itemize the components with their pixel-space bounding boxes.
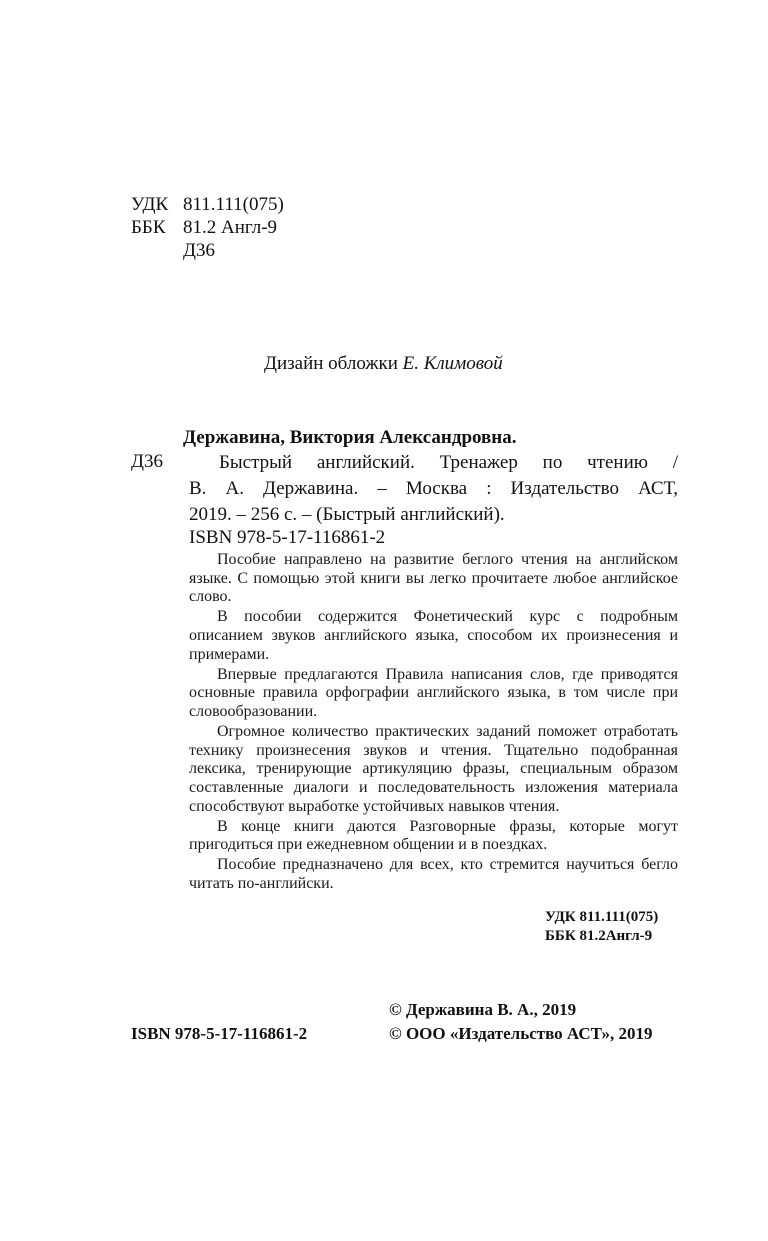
- copyright-author: © Державина В. А., 2019: [389, 1000, 577, 1019]
- isbn-footer: ISBN 978-5-17-116861-2: [131, 1024, 308, 1043]
- author-mark-row: [131, 239, 215, 263]
- copyright-publisher: © ООО «Издательство АСТ», 2019: [389, 1024, 653, 1043]
- bib-line: Быстрый английский. Тренажер по чтению /: [219, 452, 678, 473]
- annotation: [189, 551, 678, 895]
- udk-row: [131, 193, 284, 217]
- annotation-paragraph: Огромное количество практических заданий поможет отработать технику произнесения звуков и чтения. Тщательно подобранная лексика, тренирующие артикуляцию фразы, специальным образом составленные диалоги и последовательность изложения материала способствуют выработке устойчивых навыков чтения.: [189, 723, 678, 815]
- author-mark: Д36: [183, 240, 215, 261]
- isbn-record: ISBN 978-5-17-116861-2: [189, 527, 386, 548]
- annotation-paragraph: В конце книги даются Разговорные фразы, которые могут пригодиться при ежедневном общении и в поездках.: [189, 817, 678, 854]
- author-heading: Державина, Виктория Александровна.: [183, 427, 517, 448]
- cover-designer-name: Е. Климовой: [402, 353, 503, 374]
- bbk-row: [131, 216, 277, 240]
- cover-design-label: Дизайн обложки: [264, 353, 398, 374]
- annotation-paragraph: Пособие предназначено для всех, кто стремится научиться бегло читать по-английски.: [189, 856, 678, 893]
- bib-line: 2019. – 256 с. – (Быстрый английский).: [189, 504, 505, 525]
- author-mark-left: Д36: [131, 451, 163, 472]
- udk-value: 811.111(075): [183, 194, 284, 215]
- udk-bottom: УДК 811.111(075): [545, 909, 659, 925]
- annotation-paragraph: Пособие направлено на развитие беглого чтения на английском языке. С помощью этой книги вы легко прочитаете любое английское слово.: [189, 551, 678, 606]
- annotation-paragraph: В пособии содержится Фонетический курс с подробным описанием звуков английского языка, способом их произнесения и примерами.: [189, 608, 678, 663]
- annotation-paragraph: Впервые предлагаются Правила написания слов, где приводятся основные правила орфографии английского языка, в том числе при словообразовании.: [189, 665, 678, 720]
- bib-line: В. А. Державина. – Москва : Издательство АСТ,: [189, 478, 678, 499]
- bibliographic-description: [189, 450, 678, 528]
- udk-label: УДК: [131, 194, 169, 215]
- cover-design-credit: [264, 352, 503, 376]
- bbk-bottom: ББК 81.2Англ-9: [545, 928, 653, 944]
- bbk-label: ББК: [131, 217, 166, 238]
- bbk-value: 81.2 Англ-9: [183, 217, 278, 238]
